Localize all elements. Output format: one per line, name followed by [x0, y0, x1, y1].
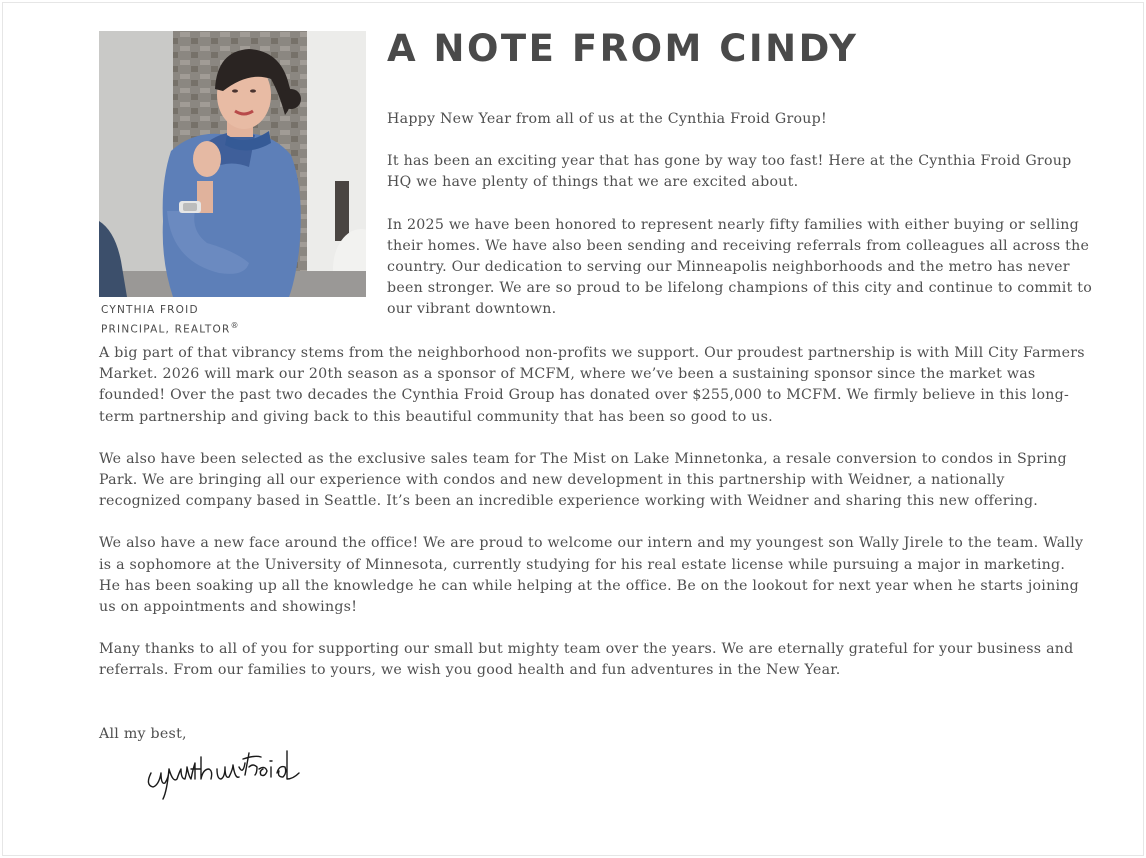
body-paragraph: We also have a new face around the office! We are proud to welcome our intern and my youngest son Wally Jirele to the team. Wally is a sophomore at the University of Minnesota, currently studying for his real estate license while pursuing a major in marketing. He has been soaking up all the knowledge he can while helping at the office. Be on the lookout for next year when he starts joining us on appointments and showings!	[99, 535, 1084, 616]
intro-paragraph: Happy New Year from all of us at the Cynthia Froid Group!	[387, 111, 827, 127]
handwritten-signature	[143, 739, 333, 803]
caption-role: PRINCIPAL, REALTOR	[101, 323, 231, 336]
page-title: A NOTE FROM CINDY	[387, 27, 859, 70]
intro-paragraph: In 2025 we have been honored to represent nearly fifty families with either buying or selling their homes. We have also been sending and receiving referrals from colleagues all across the country. Our dedication to serving our Minneapolis neighborhoods and the metro has never been stronger. We are so proud to be lifelong champions of this city and continue to commit to our vibrant downtown.	[387, 216, 1093, 318]
body-paragraph: Many thanks to all of you for supporting our small but mighty team over the years. We are eternally grateful for your business and referrals. From our families to yours, we wish you good health and fun adventures in the New Year.	[99, 641, 1074, 679]
intro-paragraph: It has been an exciting year that has gone by way too fast! Here at the Cynthia Froid Group HQ we have plenty of things that we are excited about.	[387, 153, 1072, 191]
portrait-photo	[99, 31, 366, 297]
intro-section	[387, 109, 1099, 342]
closing-line: All my best,	[99, 726, 187, 742]
body-paragraph: A big part of that vibrancy stems from the neighborhood non-profits we support. Our proudest partnership is with Mill City Farmers Market. 2026 will mark our 20th season as a sponsor of MCFM, where we’ve been a sustaining sponsor since the market was founded! Over the past two decades the Cynthia Froid Group has donated over $255,000 to MCFM. We firmly believe in this long-term partnership and giving back to this beautiful community that has been so good to us.	[99, 345, 1085, 425]
caption-name: CYNTHIA FROID	[101, 304, 199, 316]
caption-role-line	[101, 318, 238, 338]
body-paragraph: We also have been selected as the exclusive sales team for The Mist on Lake Minnetonka, a resale conversion to condos in Spring Park. We are bringing all our experience with condos and new development in this partnership with Weidner, a nationally recognized company based in Seattle. It’s been an incredible experience working with Weidner and sharing this new offering.	[99, 450, 1067, 510]
photo-caption	[101, 302, 238, 338]
main-section	[99, 343, 1089, 703]
letter-page	[2, 2, 1144, 856]
registered-mark: ®	[230, 321, 239, 330]
